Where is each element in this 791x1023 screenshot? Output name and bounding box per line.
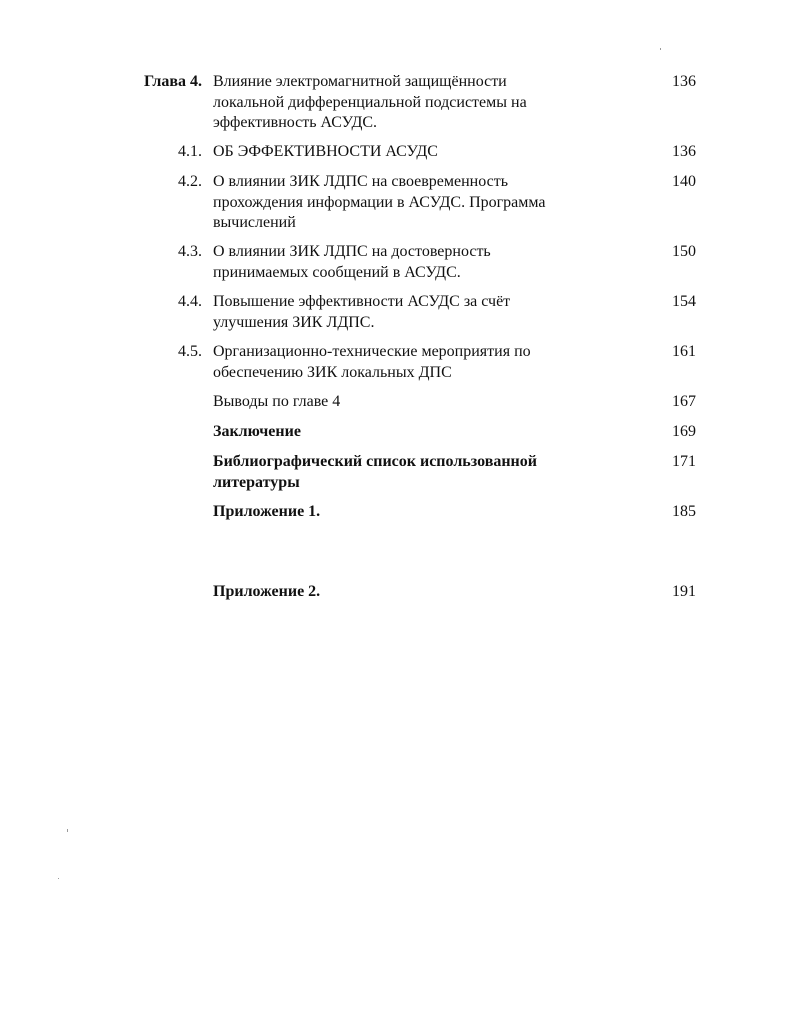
- toc-title-line: Повышение эффективности АСУДС за счёт: [213, 293, 511, 310]
- toc-page-number: 169: [672, 423, 696, 440]
- toc-title-line: прохождения информации в АСУДС. Программа: [213, 193, 546, 211]
- toc-title-line: Организационно-технические мероприятия по: [213, 343, 531, 360]
- toc-title-line: Приложение 1.: [213, 503, 321, 520]
- toc-title-line: Библиографический список использованной: [213, 453, 537, 470]
- toc-page-number: 136: [672, 143, 696, 160]
- toc-entry-title: [213, 142, 598, 163]
- toc-entry-title: [213, 242, 598, 283]
- toc-title-line: обеспечению ЗИК локальных ДПС: [213, 363, 452, 381]
- toc-title-line: Влияние электромагнитной защищённости: [213, 73, 507, 90]
- scan-speck: [58, 878, 59, 879]
- toc-page-number: 171: [672, 453, 696, 470]
- toc-page-number: 161: [672, 343, 696, 360]
- toc-entry-title: [213, 582, 598, 603]
- toc-entry-number: 4.3.: [178, 243, 202, 260]
- toc-title-line: принимаемых сообщений в АСУДС.: [213, 263, 461, 281]
- toc-entry-title: [213, 452, 598, 493]
- toc-entry-number: 4.4.: [178, 293, 202, 310]
- toc-page-number: 185: [672, 503, 696, 520]
- toc-title-line: эффективность АСУДС.: [213, 114, 378, 131]
- toc-title-line: локальной дифференциальной подсистемы на: [213, 93, 527, 111]
- toc-page-number: 191: [672, 583, 696, 600]
- toc-entry-title: [213, 292, 598, 333]
- toc-entry-number: 4.2.: [178, 173, 202, 190]
- toc-entry-title: [213, 502, 598, 523]
- toc-title-line: Заключение: [213, 423, 301, 440]
- scan-speck: [67, 829, 68, 832]
- toc-entry-number: 4.5.: [178, 343, 202, 360]
- toc-title-line: вычислений: [213, 214, 296, 231]
- toc-entry-title: [213, 392, 598, 413]
- toc-page-number: 150: [672, 243, 696, 260]
- toc-page-number: 167: [672, 393, 696, 410]
- toc-page-number: 140: [672, 173, 696, 190]
- toc-title-line: ОБ ЭФФЕКТИВНОСТИ АСУДС: [213, 143, 438, 160]
- toc-entry-number: 4.1.: [178, 143, 202, 160]
- toc-title-line: улучшения ЗИК ЛДПС.: [213, 313, 375, 331]
- toc-page-number: 154: [672, 293, 696, 310]
- toc-entry-title: [213, 342, 598, 383]
- toc-entry-title: [213, 422, 598, 443]
- toc-entry-title: [213, 172, 598, 234]
- toc-entry-number: Глава 4.: [144, 73, 202, 90]
- toc-title-line: Приложение 2.: [213, 583, 321, 600]
- toc-title-line: О влиянии ЗИК ЛДПС на достоверность: [213, 243, 491, 260]
- toc-entry-title: [213, 72, 598, 134]
- toc-title-line: О влиянии ЗИК ЛДПС на своевременность: [213, 173, 509, 190]
- toc-title-line: Выводы по главе 4: [213, 393, 341, 410]
- scan-speck: [660, 48, 661, 50]
- toc-page-number: 136: [672, 73, 696, 90]
- toc-title-line: литературы: [213, 473, 300, 491]
